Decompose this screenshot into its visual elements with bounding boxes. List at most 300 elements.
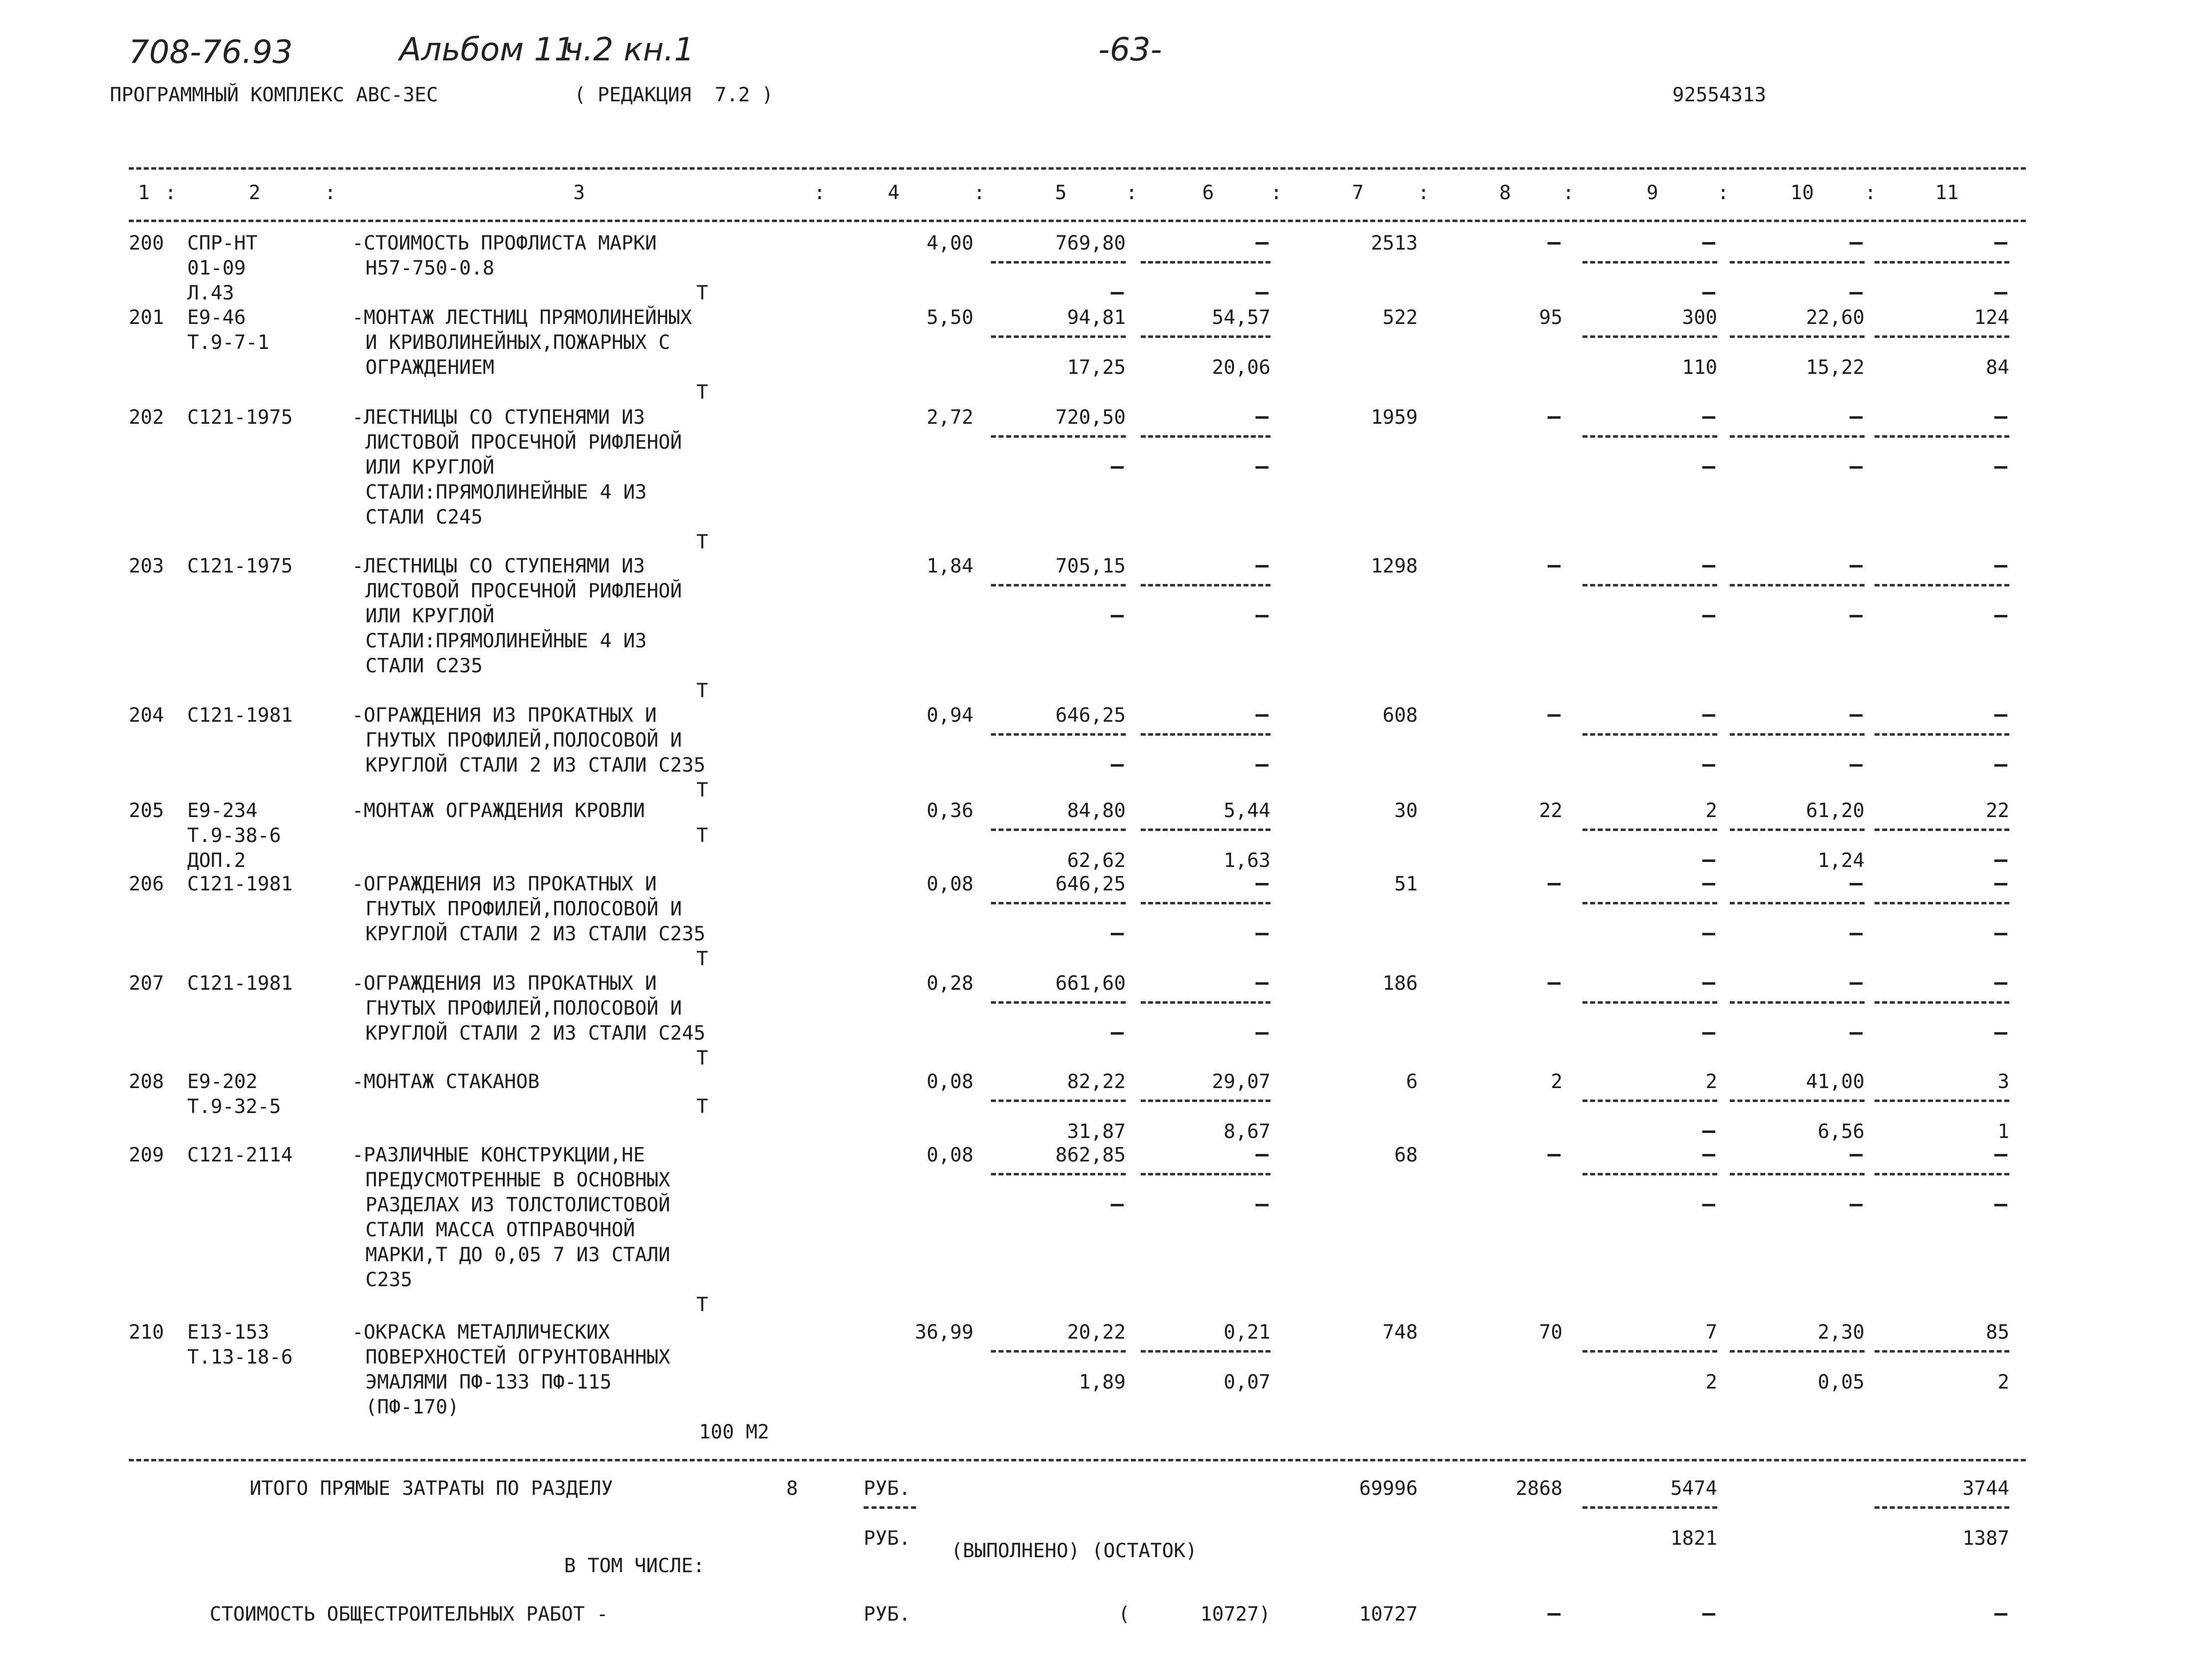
row-description: СТАЛИ:ПРЯМОЛИНЕЙНЫЕ 4 ИЗ bbox=[365, 481, 647, 504]
cell-divider bbox=[1141, 1001, 1270, 1004]
row-c11-top: 85 bbox=[1986, 1321, 2009, 1344]
row-description: -ОГРАЖДЕНИЯ ИЗ ПРОКАТНЫХ И bbox=[352, 704, 657, 727]
cell-divider bbox=[1582, 335, 1717, 338]
row-code: Т.9-7-1 bbox=[187, 331, 270, 354]
row-c10-top bbox=[1850, 416, 1863, 419]
row-c6-top: 0,21 bbox=[1224, 1321, 1270, 1344]
row-c6-bottom: 1,63 bbox=[1224, 849, 1270, 872]
edition-label: ( РЕДАКЦИЯ 7.2 ) bbox=[574, 84, 774, 106]
column-header-3: 3 bbox=[573, 182, 585, 204]
row-c11-bottom bbox=[1994, 1204, 2007, 1206]
row-c9-bottom: 2 bbox=[1705, 1371, 1717, 1394]
row-c11-bottom bbox=[1994, 764, 2007, 767]
row-c11-top bbox=[1994, 982, 2007, 985]
cell-divider bbox=[1141, 829, 1270, 831]
row-code: Е13-153 bbox=[187, 1321, 270, 1344]
row-number: 201 bbox=[129, 306, 164, 329]
row-c11-top: 22 bbox=[1986, 800, 2009, 822]
row-c5-top: 720,50 bbox=[1055, 406, 1126, 429]
row-number: 200 bbox=[129, 232, 164, 255]
row-col7: 522 bbox=[1382, 306, 1418, 329]
row-description: С235 bbox=[365, 1269, 412, 1291]
row-c5-top: 646,25 bbox=[1055, 704, 1126, 727]
cell-divider bbox=[991, 829, 1126, 831]
row-code: СПР-НТ bbox=[187, 232, 258, 255]
row-c5-bottom bbox=[1111, 292, 1124, 294]
cell-divider bbox=[1875, 1173, 2009, 1175]
row-number: 204 bbox=[129, 704, 164, 727]
row-code: С121-1981 bbox=[187, 873, 293, 895]
row-number: 210 bbox=[129, 1321, 164, 1344]
column-separator: : bbox=[1865, 182, 1877, 204]
row-c9-top: 2 bbox=[1705, 800, 1717, 822]
column-separator: : bbox=[1418, 182, 1430, 204]
row-description: И КРИВОЛИНЕЙНЫХ,ПОЖАРНЫХ С bbox=[365, 331, 670, 354]
row-c11-top bbox=[1994, 714, 2007, 717]
row-unit: Т bbox=[696, 1096, 708, 1118]
totals-col9-bottom: 1821 bbox=[1670, 1527, 1717, 1550]
totals-currency: РУБ. bbox=[864, 1477, 911, 1500]
row-c10-top: 2,30 bbox=[1818, 1321, 1865, 1344]
cell-divider bbox=[1875, 584, 2009, 586]
row-quantity: 1,84 bbox=[927, 555, 973, 577]
row-c5-top: 705,15 bbox=[1055, 555, 1126, 577]
column-header-1: 1 bbox=[138, 182, 150, 204]
row-c5-top: 661,60 bbox=[1055, 972, 1126, 995]
row-code: 01-09 bbox=[187, 257, 246, 280]
cell-divider bbox=[1730, 733, 1865, 736]
row-c11-top bbox=[1994, 883, 2007, 885]
row-c10-bottom bbox=[1850, 933, 1863, 935]
row-c6-top bbox=[1256, 565, 1268, 567]
row-number: 206 bbox=[129, 873, 164, 895]
row-number: 208 bbox=[129, 1071, 164, 1093]
column-separator: : bbox=[1270, 182, 1282, 204]
row-description: ПОВЕРХНОСТЕЙ ОГРУНТОВАННЫХ bbox=[365, 1346, 670, 1369]
column-separator: : bbox=[165, 182, 177, 204]
cell-divider bbox=[1141, 1173, 1270, 1175]
row-description: Н57-750-0.8 bbox=[365, 257, 495, 280]
row-description: ГНУТЫХ ПРОФИЛЕЙ,ПОЛОСОВОЙ И bbox=[365, 898, 682, 920]
row-description: -МОНТАЖ СТАКАНОВ bbox=[352, 1071, 540, 1093]
row-code: Т.13-18-6 bbox=[187, 1346, 293, 1369]
cell-divider bbox=[991, 335, 1126, 338]
totals-col7: 69996 bbox=[1359, 1477, 1418, 1500]
totals-col8: 2868 bbox=[1516, 1477, 1563, 1500]
row-description: -ОГРАЖДЕНИЯ ИЗ ПРОКАТНЫХ И bbox=[352, 972, 657, 995]
row-c10-top bbox=[1850, 242, 1863, 245]
row-c9-top: 2 bbox=[1705, 1071, 1717, 1093]
row-c10-bottom bbox=[1850, 615, 1863, 617]
row-c9-top bbox=[1702, 714, 1715, 717]
row-description: ЛИСТОВОЙ ПРОСЕЧНОЙ РИФЛЕНОЙ bbox=[365, 580, 682, 602]
row-description: ЭМАЛЯМИ ПФ-133 ПФ-115 bbox=[365, 1371, 612, 1394]
column-separator: : bbox=[324, 182, 336, 204]
row-description: КРУГЛОЙ СТАЛИ 2 ИЗ СТАЛИ С235 bbox=[365, 754, 705, 777]
row-col8 bbox=[1548, 565, 1561, 567]
cell-divider bbox=[1875, 1350, 2009, 1353]
row-code: С121-1981 bbox=[187, 972, 293, 995]
cell-divider bbox=[1582, 733, 1717, 736]
row-unit: Т bbox=[696, 531, 708, 554]
cell-divider bbox=[1875, 829, 2009, 831]
row-c11-bottom bbox=[1994, 466, 2007, 469]
cell-divider bbox=[1730, 902, 1865, 904]
row-c6-top bbox=[1256, 883, 1268, 885]
row-c11-top: 3 bbox=[1997, 1071, 2009, 1093]
general-col11 bbox=[1994, 1613, 2007, 1616]
row-col7: 1959 bbox=[1371, 406, 1418, 429]
row-code: Т.9-38-6 bbox=[187, 825, 281, 847]
row-description: ПРЕДУСМОТРЕННЫЕ В ОСНОВНЫХ bbox=[365, 1169, 670, 1191]
program-title: ПРОГРАММНЫЙ КОМПЛЕКС АВС-3ЕС bbox=[110, 84, 438, 106]
row-c10-bottom: 1,24 bbox=[1818, 849, 1865, 872]
row-c6-bottom: 8,67 bbox=[1224, 1120, 1270, 1143]
cell-divider bbox=[1875, 1100, 2009, 1102]
row-c6-top: 54,57 bbox=[1212, 306, 1270, 329]
row-number: 209 bbox=[129, 1144, 164, 1166]
row-description: СТАЛИ С245 bbox=[365, 506, 483, 529]
cell-divider bbox=[991, 1100, 1126, 1102]
row-description: -ОГРАЖДЕНИЯ ИЗ ПРОКАТНЫХ И bbox=[352, 873, 657, 895]
row-code: Т.9-32-5 bbox=[187, 1096, 281, 1118]
column-header-7: 7 bbox=[1352, 182, 1364, 204]
row-description: СТАЛИ:ПРЯМОЛИНЕЙНЫЕ 4 ИЗ bbox=[365, 630, 647, 652]
row-description: -ОКРАСКА МЕТАЛЛИЧЕСКИХ bbox=[352, 1321, 610, 1344]
cell-divider bbox=[1730, 1001, 1865, 1004]
row-c5-top: 20,22 bbox=[1067, 1321, 1126, 1344]
row-c6-bottom bbox=[1256, 1032, 1268, 1035]
row-description: ИЛИ КРУГЛОЙ bbox=[365, 456, 495, 479]
row-c5-bottom: 17,25 bbox=[1067, 356, 1126, 379]
column-header-8: 8 bbox=[1499, 182, 1511, 204]
row-quantity: 5,50 bbox=[927, 306, 973, 329]
row-quantity: 2,72 bbox=[927, 406, 973, 429]
row-unit: Т bbox=[696, 948, 708, 970]
row-c9-bottom bbox=[1702, 933, 1715, 935]
cell-divider bbox=[1730, 1350, 1865, 1353]
doc-code: 708-76.93 bbox=[129, 34, 293, 71]
row-col8 bbox=[1548, 416, 1561, 419]
page-number: -63- bbox=[1098, 31, 1162, 68]
row-c9-bottom bbox=[1702, 1032, 1715, 1035]
row-c9-top bbox=[1702, 982, 1715, 985]
row-c11-bottom bbox=[1994, 615, 2007, 617]
cell-divider bbox=[1141, 1100, 1270, 1102]
cell-divider bbox=[1730, 435, 1865, 438]
row-c9-bottom bbox=[1702, 1130, 1715, 1133]
cell-divider bbox=[1141, 902, 1270, 904]
row-c10-bottom: 15,22 bbox=[1806, 356, 1865, 379]
cell-divider bbox=[1875, 1001, 2009, 1004]
row-c6-top bbox=[1256, 242, 1268, 245]
row-col7: 51 bbox=[1394, 873, 1418, 895]
row-c9-bottom bbox=[1702, 1204, 1715, 1206]
row-col8 bbox=[1548, 883, 1561, 885]
row-quantity: 0,08 bbox=[927, 1071, 973, 1093]
row-col7: 186 bbox=[1382, 972, 1418, 995]
row-c5-bottom bbox=[1111, 1032, 1124, 1035]
row-c9-bottom bbox=[1702, 859, 1715, 862]
row-c5-bottom: 62,62 bbox=[1067, 849, 1126, 872]
done-remaining-label: (ВЫПОЛНЕНО) (ОСТАТОК) bbox=[951, 1540, 1198, 1562]
cell-divider bbox=[991, 261, 1126, 264]
cell-divider bbox=[1582, 829, 1717, 831]
cell-divider bbox=[1141, 733, 1270, 736]
row-c11-bottom: 2 bbox=[1997, 1371, 2009, 1394]
row-c6-bottom bbox=[1256, 292, 1268, 294]
row-c5-top: 84,80 bbox=[1067, 800, 1126, 822]
row-description: ГНУТЫХ ПРОФИЛЕЙ,ПОЛОСОВОЙ И bbox=[365, 997, 682, 1020]
row-c9-top bbox=[1702, 242, 1715, 245]
cell-divider bbox=[1582, 1173, 1717, 1175]
row-c9-bottom bbox=[1702, 466, 1715, 469]
row-c6-bottom bbox=[1256, 615, 1268, 617]
row-col7: 68 bbox=[1394, 1144, 1418, 1166]
cell-divider bbox=[991, 435, 1126, 438]
row-description: -МОНТАЖ ОГРАЖДЕНИЯ КРОВЛИ bbox=[352, 800, 645, 822]
cell-divider bbox=[1875, 733, 2009, 736]
totals-col11-top: 3744 bbox=[1962, 1477, 2009, 1500]
general-done-value: ( 10727) bbox=[1118, 1603, 1271, 1626]
column-header-2: 2 bbox=[249, 182, 261, 204]
general-col8 bbox=[1548, 1613, 1561, 1616]
row-c9-bottom bbox=[1702, 292, 1715, 294]
row-number: 205 bbox=[129, 800, 164, 822]
row-c5-top: 646,25 bbox=[1055, 873, 1126, 895]
column-separator: : bbox=[1563, 182, 1575, 204]
row-col7: 30 bbox=[1394, 800, 1418, 822]
row-c6-top bbox=[1256, 416, 1268, 419]
column-separator: : bbox=[814, 182, 826, 204]
row-c9-top bbox=[1702, 1154, 1715, 1156]
row-quantity: 0,36 bbox=[927, 800, 973, 822]
part-label: ч.2 кн.1 bbox=[564, 31, 694, 68]
row-quantity: 4,00 bbox=[927, 232, 973, 255]
cell-divider bbox=[1141, 584, 1270, 586]
row-description: СТАЛИ МАССА ОТПРАВОЧНОЙ bbox=[365, 1219, 635, 1241]
row-unit: 100 М2 bbox=[699, 1421, 769, 1443]
row-unit: Т bbox=[696, 779, 708, 802]
general-currency: РУБ. bbox=[864, 1603, 911, 1626]
row-col7: 1298 bbox=[1371, 555, 1418, 577]
row-c10-bottom bbox=[1850, 1032, 1863, 1035]
row-description: РАЗДЕЛАХ ИЗ ТОЛСТОЛИСТОВОЙ bbox=[365, 1194, 670, 1216]
row-c11-top bbox=[1994, 565, 2007, 567]
row-quantity: 0,08 bbox=[927, 1144, 973, 1166]
row-unit: Т bbox=[696, 680, 708, 702]
row-c10-bottom bbox=[1850, 1204, 1863, 1206]
row-col7: 2513 bbox=[1371, 232, 1418, 255]
row-quantity: 0,08 bbox=[927, 873, 973, 895]
row-c10-bottom bbox=[1850, 764, 1863, 767]
general-col7: 10727 bbox=[1359, 1603, 1418, 1626]
row-c11-top: 124 bbox=[1974, 306, 2009, 329]
cell-divider bbox=[991, 1350, 1126, 1353]
column-header-5: 5 bbox=[1055, 182, 1067, 204]
row-description: СТАЛИ С235 bbox=[365, 655, 483, 677]
row-c9-top bbox=[1702, 883, 1715, 885]
row-c5-bottom bbox=[1111, 1204, 1124, 1206]
row-c10-top: 22,60 bbox=[1806, 306, 1865, 329]
column-header-10: 10 bbox=[1790, 182, 1814, 204]
row-description: МАРКИ,Т ДО 0,05 7 ИЗ СТАЛИ bbox=[365, 1244, 670, 1266]
row-c9-top bbox=[1702, 565, 1715, 567]
row-c9-top: 300 bbox=[1682, 306, 1717, 329]
row-unit: Т bbox=[696, 1294, 708, 1316]
row-code: Е9-46 bbox=[187, 306, 246, 329]
row-c5-bottom bbox=[1111, 615, 1124, 617]
totals-col9-top: 5474 bbox=[1670, 1477, 1717, 1500]
cell-divider bbox=[1875, 435, 2009, 438]
header-bottom-rule bbox=[129, 220, 2026, 222]
cell-divider bbox=[1730, 1100, 1865, 1102]
row-col8: 95 bbox=[1539, 306, 1563, 329]
row-c10-bottom bbox=[1850, 466, 1863, 469]
row-description: ГНУТЫХ ПРОФИЛЕЙ,ПОЛОСОВОЙ И bbox=[365, 729, 682, 752]
cell-divider bbox=[1141, 435, 1270, 438]
totals-label: ИТОГО ПРЯМЫЕ ЗАТРАТЫ ПО РАЗДЕЛУ bbox=[250, 1477, 613, 1500]
row-code: С121-1981 bbox=[187, 704, 293, 727]
row-c10-top bbox=[1850, 714, 1863, 717]
cell-divider bbox=[1730, 829, 1865, 831]
row-c11-bottom: 84 bbox=[1986, 356, 2009, 379]
row-c5-bottom: 1,89 bbox=[1079, 1371, 1126, 1394]
row-description: ОГРАЖДЕНИЕМ bbox=[365, 356, 495, 379]
row-c6-top bbox=[1256, 714, 1268, 717]
row-number: 202 bbox=[129, 406, 164, 429]
row-description: ИЛИ КРУГЛОЙ bbox=[365, 605, 495, 627]
general-col9 bbox=[1702, 1613, 1715, 1616]
cell-divider bbox=[1875, 261, 2009, 264]
row-number: 207 bbox=[129, 972, 164, 995]
album-label: Альбом 11 bbox=[399, 31, 575, 68]
cell-divider bbox=[1582, 1350, 1717, 1353]
table-top-rule bbox=[129, 167, 2026, 170]
row-quantity: 0,28 bbox=[927, 972, 973, 995]
row-code: С121-2114 bbox=[187, 1144, 293, 1166]
row-c6-top bbox=[1256, 982, 1268, 985]
row-c6-bottom: 0,07 bbox=[1224, 1371, 1270, 1394]
general-works-label: СТОИМОСТЬ ОБЩЕСТРОИТЕЛЬНЫХ РАБОТ - bbox=[210, 1603, 609, 1626]
cell-divider bbox=[991, 733, 1126, 736]
row-code: Е9-234 bbox=[187, 800, 258, 822]
row-unit: Т bbox=[696, 282, 708, 304]
row-c9-bottom bbox=[1702, 615, 1715, 617]
row-c6-bottom bbox=[1256, 764, 1268, 767]
row-c9-bottom: 110 bbox=[1682, 356, 1717, 379]
cell-divider bbox=[1875, 335, 2009, 338]
cell-divider bbox=[1875, 1506, 2009, 1509]
cell-divider bbox=[1141, 1350, 1270, 1353]
totals-rule bbox=[129, 1459, 2026, 1461]
row-c10-top bbox=[1850, 883, 1863, 885]
document-number: 92554313 bbox=[1672, 84, 1766, 106]
cell-divider bbox=[1582, 261, 1717, 264]
row-c10-top bbox=[1850, 1154, 1863, 1156]
row-c10-top bbox=[1850, 565, 1863, 567]
row-col8 bbox=[1548, 242, 1561, 245]
row-col8: 70 bbox=[1539, 1321, 1563, 1344]
row-unit: Т bbox=[696, 1047, 708, 1070]
column-separator: : bbox=[1126, 182, 1138, 204]
row-unit: Т bbox=[696, 381, 708, 404]
cell-divider bbox=[1582, 1506, 1717, 1509]
row-c5-top: 769,80 bbox=[1055, 232, 1126, 255]
totals-col11-bottom: 1387 bbox=[1962, 1527, 2009, 1550]
cell-divider bbox=[1730, 335, 1865, 338]
cell-divider bbox=[991, 1001, 1126, 1004]
row-code: Л.43 bbox=[187, 282, 234, 304]
row-col7: 6 bbox=[1406, 1071, 1418, 1093]
row-c6-bottom bbox=[1256, 933, 1268, 935]
row-c10-top: 41,00 bbox=[1806, 1071, 1865, 1093]
row-description: -ЛЕСТНИЦЫ СО СТУПЕНЯМИ ИЗ bbox=[352, 555, 645, 577]
totals-section: 8 bbox=[786, 1477, 798, 1500]
row-c5-bottom: 31,87 bbox=[1067, 1120, 1126, 1143]
row-c5-top: 94,81 bbox=[1067, 306, 1126, 329]
row-c11-bottom bbox=[1994, 933, 2007, 935]
row-col8 bbox=[1548, 714, 1561, 717]
cell-divider bbox=[1582, 435, 1717, 438]
row-col8 bbox=[1548, 1154, 1561, 1156]
row-c5-top: 82,22 bbox=[1067, 1071, 1126, 1093]
row-c6-bottom bbox=[1256, 1204, 1268, 1206]
row-c10-top: 61,20 bbox=[1806, 800, 1865, 822]
row-code: С121-1975 bbox=[187, 406, 293, 429]
row-c11-bottom bbox=[1994, 1032, 2007, 1035]
totals-currency-2: РУБ. bbox=[864, 1527, 911, 1550]
row-c6-top: 5,44 bbox=[1224, 800, 1270, 822]
row-description: КРУГЛОЙ СТАЛИ 2 ИЗ СТАЛИ С235 bbox=[365, 923, 705, 945]
cell-divider bbox=[991, 584, 1126, 586]
row-unit: Т bbox=[696, 825, 708, 847]
row-code: С121-1975 bbox=[187, 555, 293, 577]
row-number: 203 bbox=[129, 555, 164, 577]
row-c9-top bbox=[1702, 416, 1715, 419]
column-header-4: 4 bbox=[888, 182, 900, 204]
row-c11-bottom bbox=[1994, 292, 2007, 294]
row-c11-top bbox=[1994, 1154, 2007, 1156]
currency-divider bbox=[864, 1506, 916, 1509]
row-code: ДОП.2 bbox=[187, 849, 246, 872]
cell-divider bbox=[1730, 261, 1865, 264]
including-label: В ТОМ ЧИСЛЕ: bbox=[564, 1555, 705, 1577]
row-c11-top bbox=[1994, 242, 2007, 245]
cell-divider bbox=[991, 902, 1126, 904]
row-c5-bottom bbox=[1111, 764, 1124, 767]
cell-divider bbox=[1141, 261, 1270, 264]
cell-divider bbox=[991, 1173, 1126, 1175]
row-description: -МОНТАЖ ЛЕСТНИЦ ПРЯМОЛИНЕЙНЫХ bbox=[352, 306, 692, 329]
cell-divider bbox=[1582, 902, 1717, 904]
row-code: Е9-202 bbox=[187, 1071, 258, 1093]
row-c11-top bbox=[1994, 416, 2007, 419]
row-description: (ПФ-170) bbox=[365, 1396, 459, 1418]
row-c6-bottom: 20,06 bbox=[1212, 356, 1270, 379]
row-c9-top: 7 bbox=[1705, 1321, 1717, 1344]
row-description: -СТОИМОСТЬ ПРОФЛИСТА МАРКИ bbox=[352, 232, 657, 255]
row-quantity: 36,99 bbox=[915, 1321, 973, 1344]
cell-divider bbox=[1582, 1100, 1717, 1102]
row-c5-bottom bbox=[1111, 466, 1124, 469]
row-c10-bottom: 6,56 bbox=[1818, 1120, 1865, 1143]
row-c6-top: 29,07 bbox=[1212, 1071, 1270, 1093]
row-c6-bottom bbox=[1256, 466, 1268, 469]
row-description: ЛИСТОВОЙ ПРОСЕЧНОЙ РИФЛЕНОЙ bbox=[365, 431, 682, 454]
row-c5-top: 862,85 bbox=[1055, 1144, 1126, 1166]
row-c10-top bbox=[1850, 982, 1863, 985]
